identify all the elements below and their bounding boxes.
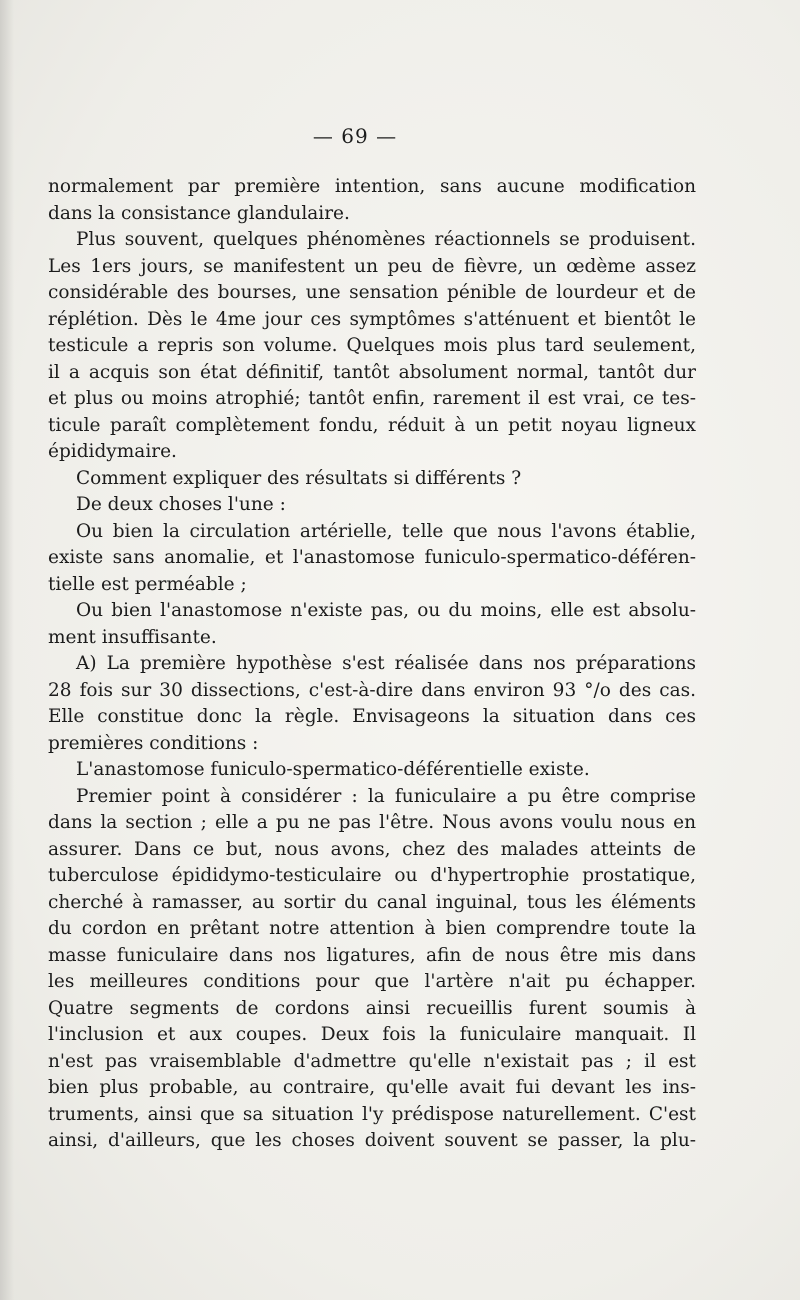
text-line: tielle est perméable ;: [48, 573, 247, 595]
text-line: bien plus probable, au contraire, qu'elle avait fui devant les ins-: [48, 1077, 696, 1098]
text-line: dans la section ; elle a pu ne pas l'être. Nous avons voulu nous en: [48, 812, 696, 833]
text-line: du cordon en prêtant notre attention à bien comprendre toute la: [48, 918, 696, 939]
text-line: Plus souvent, quelques phénomènes réactionnels se produisent.: [76, 229, 696, 250]
text-line: tuberculose épididymo-testiculaire ou d'hypertrophie prostatique,: [48, 865, 696, 886]
text-line: testicule a repris son volume. Quelques mois plus tard seulement,: [48, 335, 696, 356]
text-line: cherché à ramasser, au sortir du canal inguinal, tous les éléments: [48, 891, 696, 913]
body-text: [48, 174, 696, 1155]
text-line: Premier point à considérer : la funiculaire a pu être comprise: [76, 785, 696, 807]
text-line: ment insuffisante.: [48, 626, 217, 648]
text-line: Ou bien la circulation artérielle, telle que nous l'avons établie,: [76, 520, 696, 542]
text-line: assurer. Dans ce but, nous avons, chez des malades atteints de: [48, 838, 696, 860]
text-line: Les 1ers jours, se manifestent un peu de fièvre, un œdème assez: [48, 255, 696, 277]
text-line: épididymaire.: [48, 441, 177, 462]
text-line: ainsi, d'ailleurs, que les choses doivent souvent se passer, la plu-: [48, 1130, 696, 1151]
page-number: — 69 —: [312, 124, 398, 148]
text-line: n'est pas vraisemblable d'admettre qu'elle n'existait pas ; il est: [48, 1050, 696, 1072]
text-line: L'anastomose funiculo-spermatico-déférentielle existe.: [76, 759, 590, 780]
text-line: 28 fois sur 30 dissections, c'est-à-dire dans environ 93 °/o des cas.: [48, 679, 696, 701]
text-line: les meilleures conditions pour que l'artère n'ait pu échapper.: [48, 971, 696, 992]
text-line: réplétion. Dès le 4me jour ces symptômes s'atténuent et bientôt le: [48, 308, 696, 330]
text-line: masse funiculaire dans nos ligatures, afin de nous être mis dans: [48, 944, 696, 966]
text-line: Quatre segments de cordons ainsi recueillis furent soumis à: [48, 997, 696, 1019]
text-line: truments, ainsi que sa situation l'y prédispose naturellement. C'est: [48, 1103, 696, 1125]
text-line: ticule paraît complètement fondu, réduit à un petit noyau ligneux: [48, 414, 696, 436]
text-line: il a acquis son état définitif, tantôt absolument normal, tantôt dur: [48, 361, 696, 383]
text-line: Ou bien l'anastomose n'existe pas, ou du moins, elle est absolu-: [76, 600, 696, 621]
text-line: considérable des bourses, une sensation pénible de lourdeur et de: [48, 282, 696, 303]
text-line: A) La première hypothèse s'est réalisée dans nos préparations: [76, 653, 696, 674]
text-line: l'inclusion et aux coupes. Deux fois la funiculaire manquait. Il: [48, 1024, 696, 1045]
text-line: premières conditions :: [48, 732, 259, 754]
text-line: dans la consistance glandulaire.: [48, 202, 350, 224]
text-line: et plus ou moins atrophié; tantôt enfin, rarement il est vrai, ce tes-: [48, 388, 696, 409]
text-line: normalement par première intention, sans aucune modification: [48, 176, 696, 197]
page-gutter-shadow: [0, 0, 14, 1300]
text-line: Elle constitue donc la règle. Envisageons la situation dans ces: [48, 706, 696, 727]
text-line: De deux choses l'une :: [76, 494, 286, 515]
text-line: existe sans anomalie, et l'anastomose funiculo-spermatico-déféren-: [48, 547, 696, 568]
text-line: Comment expliquer des résultats si différents ?: [76, 467, 522, 489]
